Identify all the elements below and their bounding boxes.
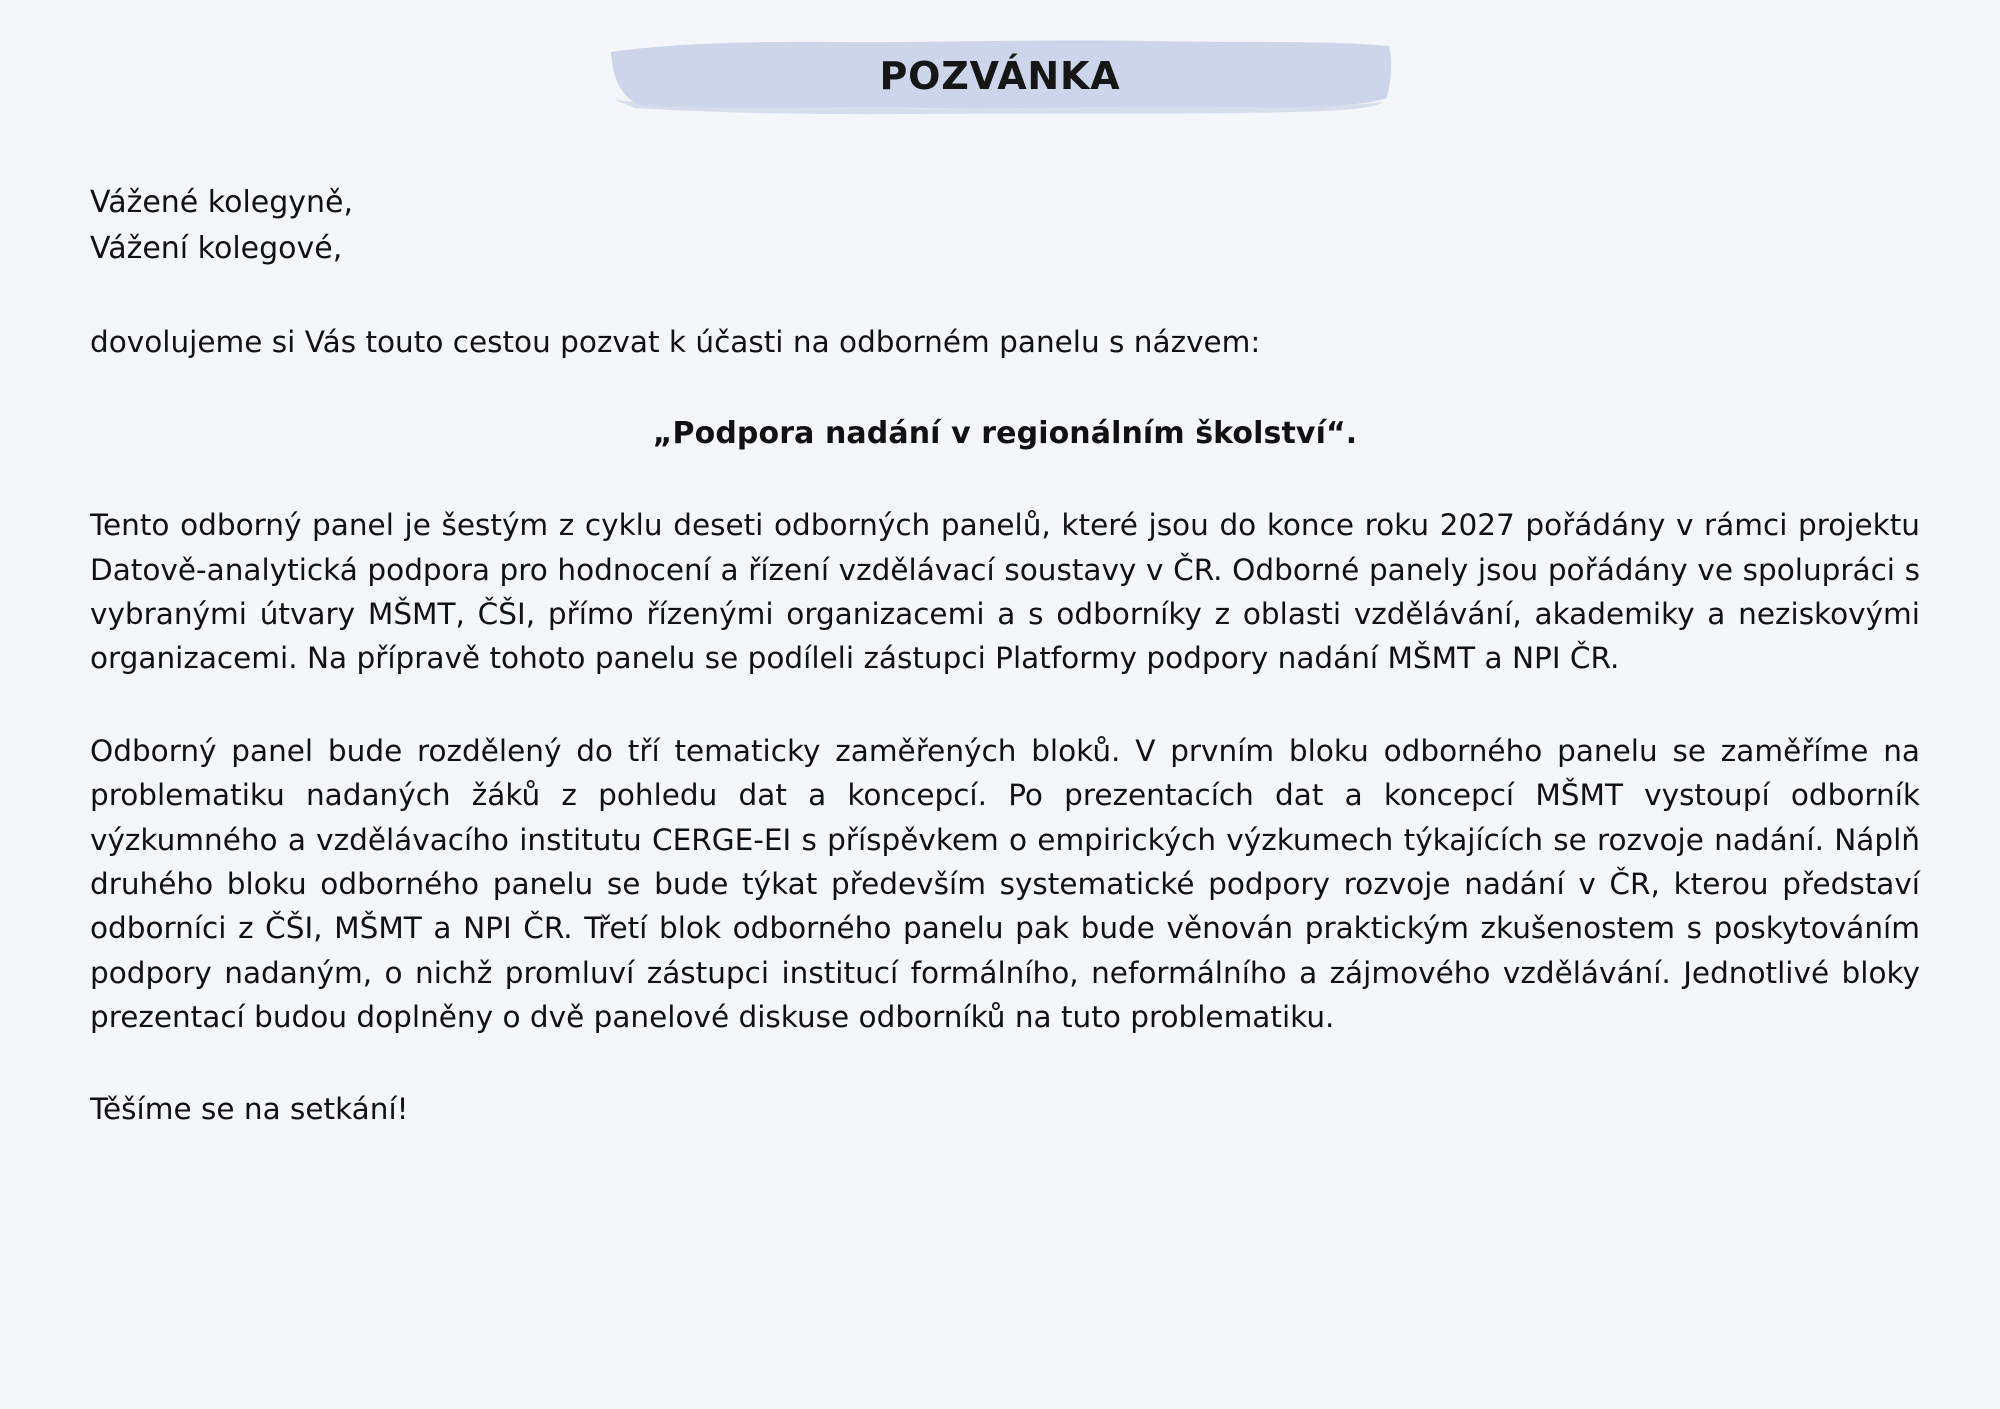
closing-line: Těšíme se na setkání! xyxy=(90,1092,409,1127)
spacer xyxy=(90,681,1920,729)
page-title: POZVÁNKA xyxy=(879,53,1121,98)
salutation-line-1: Vážené kolegyně, xyxy=(90,185,354,220)
document-body xyxy=(90,180,1920,1132)
intro-paragraph: dovolujeme si Vás touto cestou pozvat k účasti na odborném panelu s názvem: xyxy=(90,324,1261,359)
paragraph-two: Odborný panel bude rozdělený do tří tematicky zaměřených bloků. V prvním bloku odborného panelu se zaměříme na problematiku nadaných žáků z pohledu dat a koncepcí. Po prezentacích dat a koncepcí MŠMT vystoupí odborník výzkumného a vzdělávacího institutu CERGE-EI s příspěvkem o empirických výzkumech týkajících se rozvoje nadání. Náplň druhého bloku odborného panelu se bude týkat především systematické podpory rozvoje nadání v ČR, kterou představí odborníci z ČŠI, MŠMT a NPI ČR. Třetí blok odborného panelu pak bude věnován praktickým zkušenostem s poskytováním podpory nadaným, o nichž promluví zástupci institucí formálního, neformálního a zájmového vzdělávání. Jednotlivé bloky prezentací budou doplněny o dvě panelové diskuse odborníků na tuto problematiku. xyxy=(90,733,1920,1035)
spacer xyxy=(90,364,1920,416)
spacer xyxy=(90,451,1920,503)
panel-title: „Podpora nadání v regionálním školství“. xyxy=(652,416,1358,452)
title-banner xyxy=(0,28,2000,123)
title-banner-inner xyxy=(605,28,1395,123)
spacer xyxy=(90,272,1920,320)
spacer xyxy=(90,1039,1920,1087)
salutation-line-2: Vážení kolegové, xyxy=(90,230,343,266)
paragraph-one: Tento odborný panel je šestým z cyklu deseti odborných panelů, které jsou do konce roku 2027 pořádány v rámci projektu Datově-analytická podpora pro hodnocení a řízení vzdělávací soustavy v ČR. Odborné panely jsou pořádány ve spolupráci s vybranými útvary MŠMT, ČŠI, přímo řízenými organizacemi a s odborníky z oblasti vzdělávání, akademiky a neziskovými organizacemi. Na přípravě tohoto panelu se podíleli zástupci Platformy podpory nadání MŠMT a NPI ČR. xyxy=(90,508,1920,676)
